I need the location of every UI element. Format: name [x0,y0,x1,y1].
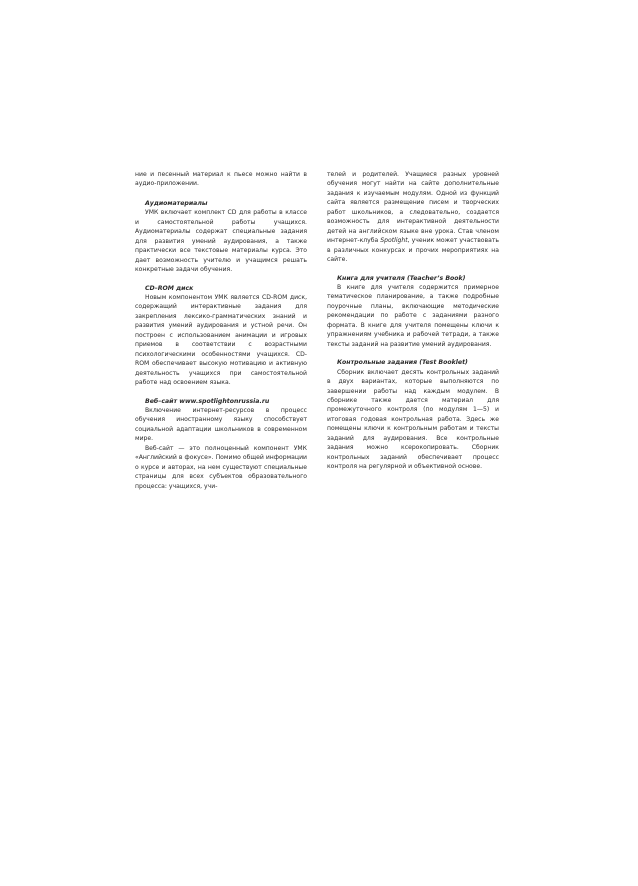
paragraph-cdrom: Новым компонентом УМК является CD-ROM диск, содержащий интерактивные задания для закрепления лексико-грамматических знаний и развития умений аудирования и устной речи. Он построен с использованием анимации и игровых приемов в соответствии с возрастными психологическими особенностями учащихся. CD-ROM обеспечивает высокую мотивацию и активную деятельность учащихся при самостоятельной работе над освоением языка. [135,293,307,387]
right-intro-paragraph [327,170,499,265]
section-heading-test-booklet: Контрольные задания (Test Booklet) [337,359,468,367]
left-intro-paragraph: ние и песенный материал к пьесе можно найти в аудио-приложении. [135,171,307,188]
section-heading-teachers-book: Книга для учителя (Teacher’s Book) [337,274,466,282]
paragraph-website-1: Включение интернет-ресурсов в процесс обучения иностранному языку способствует социальной адаптации школьников в современном мире. [135,406,307,443]
section-heading-website: Веб–сайт www.spotlightonrussia.ru [145,397,270,405]
paragraph-audio: УМК включает комплект CD для работы в классе и самостоятельной работы учащихся. Аудиоматериалы содержат специальные задания для развития умений аудирования, а также практически все текстовые материалы курса. Это дает возможность учителю и учащимся решать конкретные задачи обучения. [135,209,307,274]
right-intro-text-1: телей и родителей. Учащиеся разных уровней обучения могут найти на сайте дополнительные задания к изучаемым модулям. Одной из функций сайта является размещение писем и творческих работ школьников, а следовательно, создается возможность для интерактивной деятельности детей на английском языке вне урока. Став членом интернет-клуба [327,171,499,245]
left-column [135,170,307,491]
paragraph-test-booklet: Сборник включает десять контрольных заданий в двух вариантах, которые выполняются по завершении работы над каждым модулем. В сборнике также дается материал для промежуточного контроля (по модулям 1—5) и итоговая годовая контрольная работа. Здесь же помещены ключи к контрольным работам и тексты заданий для аудирования. Все контрольные задания можно ксерокопировать. Сборник контрольных заданий обеспечивает процесс контроля на регулярной и объективной основе. [327,368,499,471]
right-column [327,170,499,472]
right-intro-text-2: , ученик может участвовать в различных конкурсах и прочих мероприятиях на сайте. [327,237,499,264]
section-heading-audio: Аудиоматериалы [145,199,208,207]
section-heading-cdrom: CD–ROM диск [145,284,194,292]
paragraph-website-2: Веб-сайт — это полноценный компонент УМК «Английский в фокусе». Помимо общей информации о курсе и авторах, на нем существуют специальные страницы для всех субъектов образовательного процесса: учащихся, учи- [135,444,307,490]
paragraph-teachers-book: В книге для учителя содержится примерное тематическое планирование, а также подробные поурочные планы, включающие методические рекомендации по работе с заданиями разного формата. В книге для учителя помещены ключи к упражнениям учебника и рабочей тетради, а также тексты заданий на развитие умений аудирования. [327,283,499,348]
right-intro-club-name: Spotlight [380,237,408,245]
